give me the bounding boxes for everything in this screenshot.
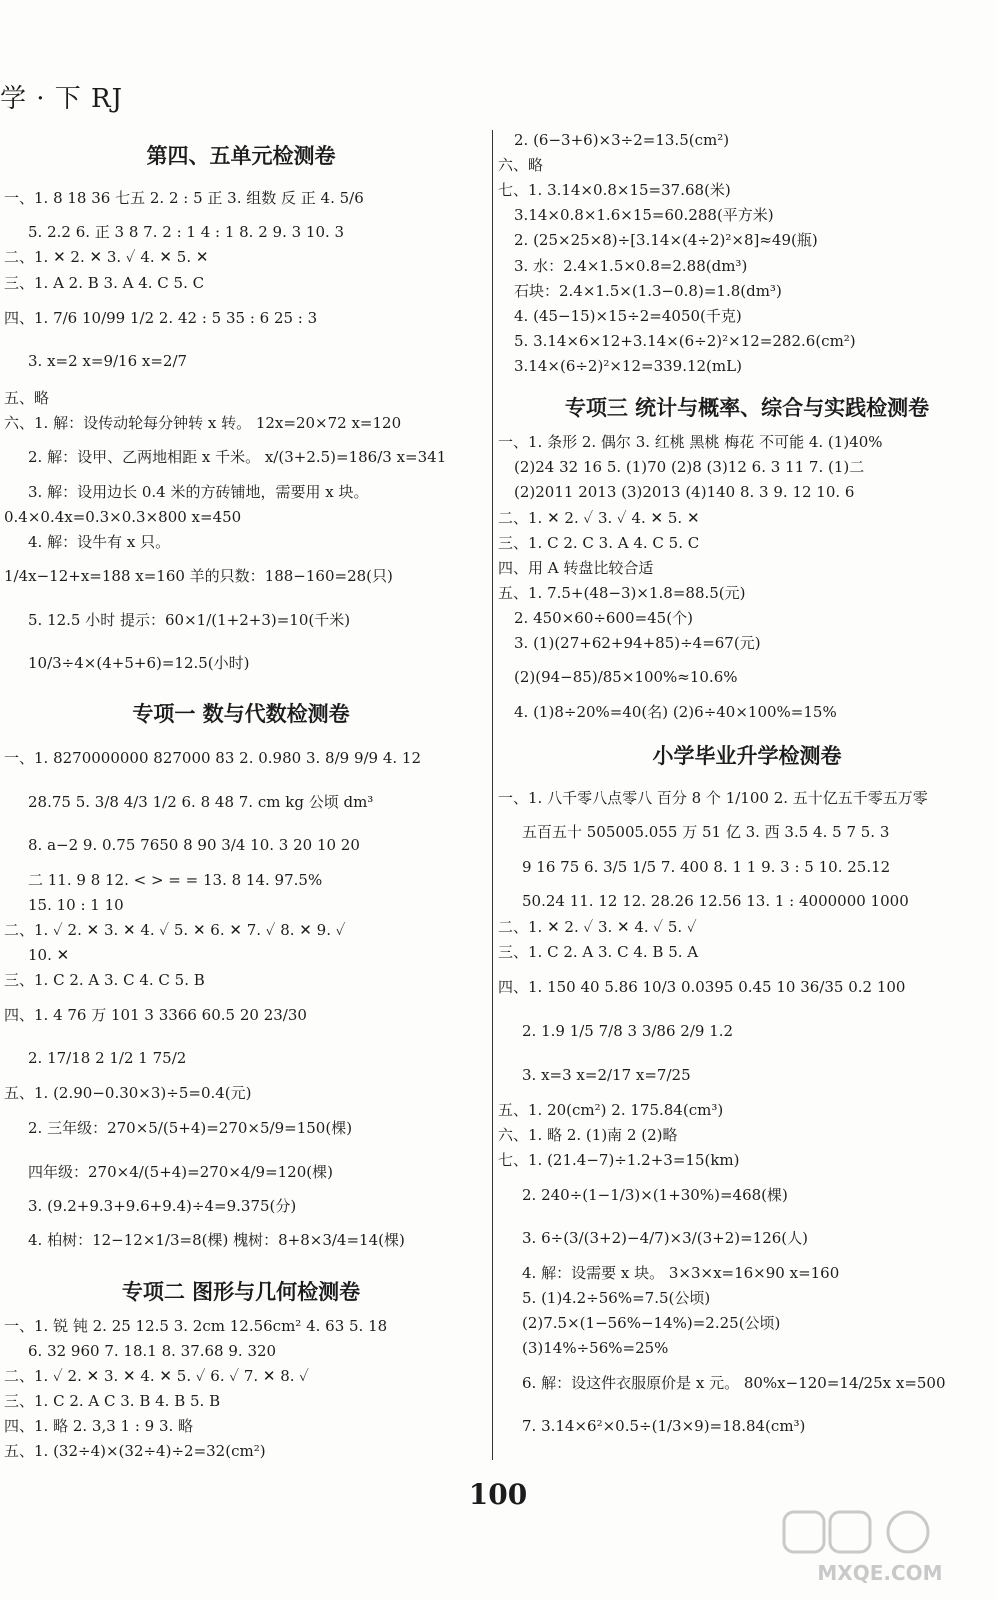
answer-line: 六、1. 略 2. (1)南 2 (2)略: [498, 1126, 678, 1144]
answer-line: 2. 450×60÷600=45(个): [514, 609, 693, 627]
answer-line: 3. 水：2.4×1.5×0.8=2.88(dm³): [514, 257, 748, 275]
answer-line: (2)24 32 16 5. (1)70 (2)8 (3)12 6. 3 11 7. (1)二: [514, 458, 865, 476]
answer-line: (2)2011 2013 (3)2013 (4)140 8. 3 9. 12 10. 6: [514, 483, 855, 501]
answer-line: (2)7.5×(1−56%−14%)=2.25(公顷): [522, 1314, 781, 1332]
answer-line: 2. (25×25×8)÷[3.14×(4÷2)²×8]≈49(瓶): [514, 231, 818, 249]
answer-line: 二、1. ✓ 2. ✕ 3. ✕ 4. ✕ 5. ✓ 6. ✓ 7. ✕ 8. ✓: [4, 1367, 309, 1385]
answer-line: 四、用 A 转盘比较合适: [498, 559, 654, 577]
answer-line: 四、1. 略 2. 3,3 1 : 9 3. 略: [4, 1417, 194, 1435]
answer-line: 七、1. 3.14×0.8×15=37.68(米): [498, 181, 731, 199]
answer-line: 3. 解：设用边长 0.4 米的方砖铺地，需要用 x 块。: [28, 483, 369, 501]
answer-line: 五、略: [4, 389, 50, 407]
section-title: 第四、五单元检测卷: [146, 144, 336, 168]
answer-line: 2. 240÷(1−1/3)×(1+30%)=468(棵): [522, 1186, 788, 1204]
answer-line: 4. (45−15)×15÷2=4050(千克): [514, 307, 742, 325]
section-title: 专项三 统计与概率、综合与实践检测卷: [564, 396, 930, 420]
answer-line: 五、1. 20(cm²) 2. 175.84(cm³): [498, 1101, 724, 1119]
answer-line: 2. 17/18 2 1/2 1 75/2: [28, 1049, 187, 1067]
answer-line: (3)14%÷56%=25%: [522, 1339, 669, 1357]
answer-line: 六、1. 解：设传动轮每分钟转 x 转。 12x=20×72 x=120: [4, 414, 402, 432]
section-title: 专项二 图形与几何检测卷: [121, 1280, 361, 1304]
answer-line: 3. x=3 x=2/17 x=7/25: [522, 1066, 691, 1084]
answer-line: 3. 6÷(3/(3+2)−4/7)×3/(3+2)=126(人): [522, 1229, 808, 1247]
answer-line: 3.14×(6÷2)²×12=339.12(mL): [514, 357, 742, 375]
answer-line: 4. 柏树：12−12×1/3=8(棵) 槐树：8+8×3/4=14(棵): [28, 1231, 405, 1249]
section-title: 小学毕业升学检测卷: [652, 744, 842, 768]
answer-line: 二、1. ✕ 2. ✕ 3. ✓ 4. ✕ 5. ✕: [4, 248, 209, 266]
answer-line: 5. 2.2 6. 正 3 8 7. 2 : 1 4 : 1 8. 2 9. 3 10. 3: [28, 223, 345, 241]
answer-line: 五百五十 505005.055 万 51 亿 3. 西 3.5 4. 5 7 5. 3: [522, 823, 890, 841]
answer-line: 3. (9.2+9.3+9.6+9.4)÷4=9.375(分): [28, 1197, 297, 1215]
answer-line: 7. 3.14×6²×0.5÷(1/3×9)=18.84(cm³): [522, 1417, 806, 1435]
column-divider: [492, 130, 493, 1460]
answer-line: 四、1. 150 40 5.86 10/3 0.0395 0.45 10 36/35 0.2 100: [498, 978, 906, 996]
answer-line: (2)(94−85)/85×100%≈10.6%: [514, 668, 738, 686]
section-title: 专项一 数与代数检测卷: [132, 702, 350, 726]
answer-line: 五、1. 7.5+(48−3)×1.8=88.5(元): [498, 584, 746, 602]
answer-line: 4. (1)8÷20%=40(名) (2)6÷40×100%=15%: [514, 703, 837, 721]
answer-line: 15. 10 : 1 10: [28, 896, 124, 914]
svg-text:MXQE.COM: MXQE.COM: [817, 1561, 943, 1585]
answer-line: 2. 1.9 1/5 7/8 3 3/86 2/9 1.2: [522, 1022, 734, 1040]
answer-line: 五、1. (2.90−0.30×3)÷5=0.4(元): [4, 1084, 252, 1102]
answer-line: 一、1. 八千零八点零八 百分 8 个 1/100 2. 五十亿五千零五万零: [498, 789, 928, 807]
answer-line: 5. 12.5 小时 提示：60×1/(1+2+3)=10(千米): [28, 611, 351, 629]
watermark-logo: [780, 1508, 980, 1588]
answer-line: 一、1. 8 18 36 七五 2. 2 : 5 正 3. 组数 反 正 4. 5/6: [4, 189, 364, 207]
answer-line: 三、1. C 2. C 3. A 4. C 5. C: [498, 534, 700, 552]
answer-line: 50.24 11. 12 12. 28.26 12.56 13. 1 : 4000000 1000: [522, 892, 909, 910]
answer-line: 二 11. 9 8 12. < > = = 13. 8 14. 97.5%: [28, 871, 323, 889]
answer-line: 6. 32 960 7. 18.1 8. 37.68 9. 320: [28, 1342, 277, 1360]
answer-line: 3. (1)(27+62+94+85)÷4=67(元): [514, 634, 761, 652]
answer-line: 四、1. 7/6 10/99 1/2 2. 42 : 5 35 : 6 25 : 3: [4, 309, 318, 327]
answer-line: 一、1. 8270000000 827000 83 2. 0.980 3. 8/9 9/9 4. 12: [4, 749, 422, 767]
answer-line: 四年级：270×4/(5+4)=270×4/9=120(棵): [28, 1163, 333, 1181]
answer-line: 0.4×0.4x=0.3×0.3×800 x=450: [4, 508, 242, 526]
answer-line: 五、1. (32÷4)×(32÷4)÷2=32(cm²): [4, 1442, 266, 1460]
answer-line: 三、1. C 2. A 3. C 4. B 5. A: [498, 943, 699, 961]
answer-line: 六、略: [498, 156, 544, 174]
answer-line: 5. (1)4.2÷56%=7.5(公顷): [522, 1289, 711, 1307]
answer-line: 一、1. 条形 2. 偶尔 3. 红桃 黑桃 梅花 不可能 4. (1)40%: [498, 433, 883, 451]
answer-line: 4. 解：设牛有 x 只。: [28, 533, 171, 551]
answer-line: 9 16 75 6. 3/5 1/5 7. 400 8. 1 1 9. 3 : 5 10. 25.12: [522, 858, 891, 876]
answer-line: 二、1. ✓ 2. ✕ 3. ✕ 4. ✓ 5. ✕ 6. ✕ 7. ✓ 8. ✕ 9. ✓: [4, 921, 346, 939]
answer-line: 石块：2.4×1.5×(1.3−0.8)=1.8(dm³): [514, 282, 782, 300]
answer-line: 4. 解：设需要 x 块。 3×3×x=16×90 x=160: [522, 1264, 840, 1282]
answer-line: 2. (6−3+6)×3÷2=13.5(cm²): [514, 131, 730, 149]
answer-line: 3. x=2 x=9/16 x=2/7: [28, 352, 188, 370]
answer-line: 10. ✕: [28, 946, 70, 964]
answer-line: 二、1. ✕ 2. ✓ 3. ✕ 4. ✓ 5. ✓: [498, 918, 697, 936]
answer-line: 1/4x−12+x=188 x=160 羊的只数：188−160=28(只): [4, 567, 393, 585]
page-number: 100: [468, 1478, 528, 1511]
answer-line: 5. 3.14×6×12+3.14×(6÷2)²×12=282.6(cm²): [514, 332, 856, 350]
answer-line: 七、1. (21.4−7)÷1.2+3=15(km): [498, 1151, 740, 1169]
answer-line: 三、1. C 2. A C 3. B 4. B 5. B: [4, 1392, 221, 1410]
answer-line: 三、1. A 2. B 3. A 4. C 5. C: [4, 274, 205, 292]
answer-line: 3.14×0.8×1.6×15=60.288(平方米): [514, 206, 774, 224]
answer-line: 8. a−2 9. 0.75 7650 8 90 3/4 10. 3 20 10 20: [28, 836, 360, 854]
answer-line: 2. 解：设甲、乙两地相距 x 千米。 x/(3+2.5)=186/3 x=341: [28, 448, 447, 466]
answer-line: 2. 三年级：270×5/(5+4)=270×5/9=150(棵): [28, 1119, 353, 1137]
answer-line: 一、1. 锐 钝 2. 25 12.5 3. 2cm 12.56cm² 4. 63 5. 18: [4, 1317, 388, 1335]
answer-line: 四、1. 4 76 万 101 3 3366 60.5 20 23/30: [4, 1006, 307, 1024]
answer-line: 28.75 5. 3/8 4/3 1/2 6. 8 48 7. cm kg 公顷 dm³: [28, 793, 374, 811]
answer-line: 10/3÷4×(4+5+6)=12.5(小时): [28, 654, 250, 672]
answer-line: 三、1. C 2. A 3. C 4. C 5. B: [4, 971, 205, 989]
answer-line: 6. 解：设这件衣服原价是 x 元。 80%x−120=14/25x x=500: [522, 1374, 946, 1392]
running-header: 学 · 下 RJ: [0, 84, 124, 114]
answer-line: 二、1. ✕ 2. ✓ 3. ✓ 4. ✕ 5. ✕: [498, 509, 700, 527]
